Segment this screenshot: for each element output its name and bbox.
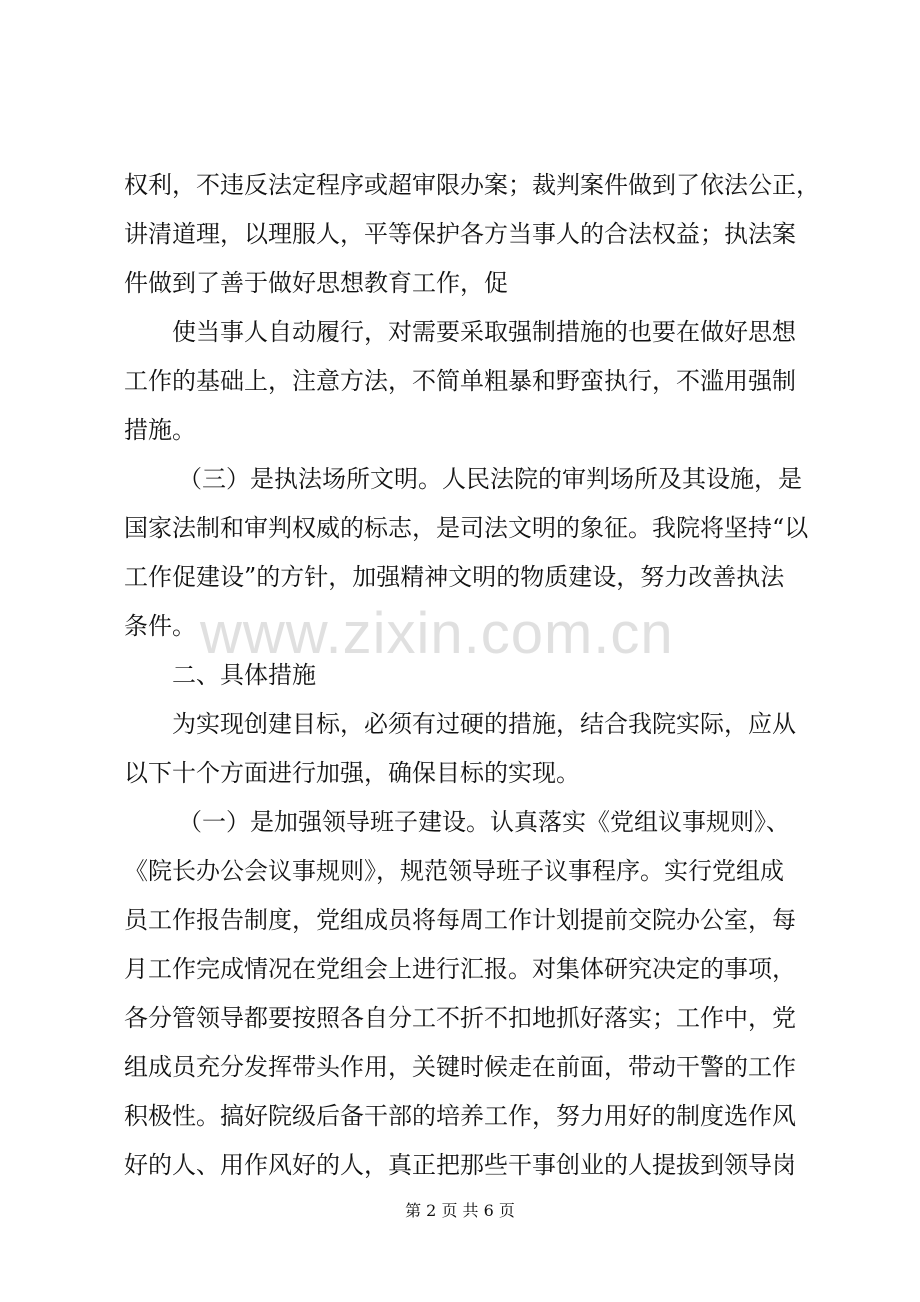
text-line: （一）是加强领导班子建设。认真落实《党组议事规则》、: [178, 808, 790, 836]
text-line: 条件。: [124, 612, 196, 640]
text-line: 以下十个方面进行加强，确保目标的实现。: [124, 759, 580, 787]
text-line: 组成员充分发挥带头作用，关键时候走在前面，带动干警的工作: [124, 1053, 796, 1081]
page-footer: 第 2 页 共 6 页: [405, 1201, 515, 1220]
text-line: 《院长办公会议事规则》，规范领导班子议事程序。实行党组成: [124, 857, 784, 885]
text-line: 月工作完成情况在党组会上进行汇报。对集体研究决定的事项，: [124, 955, 796, 983]
text-line: 员工作报告制度，党组成员将每周工作计划提前交院办公室，每: [124, 906, 796, 934]
text-line: 讲清道理，以理服人，平等保护各方当事人的合法权益；执法案: [124, 220, 796, 248]
text-line: 件做到了善于做好思想教育工作，促: [124, 269, 508, 297]
text-line: 工作的基础上，注意方法，不简单粗暴和野蛮执行，不滥用强制: [124, 367, 796, 395]
text-line: 为实现创建目标，必须有过硬的措施，结合我院实际，应从: [172, 710, 796, 738]
text-line: 使当事人自动履行，对需要采取强制措施的也要在做好思想: [172, 318, 796, 346]
watermark: www.zixin.com.cn: [200, 601, 674, 666]
section-heading: 二、具体措施: [172, 661, 316, 689]
text-line: 各分管领导都要按照各自分工不折不扣地抓好落实；工作中，党: [124, 1004, 796, 1032]
text-line: 积极性。搞好院级后备干部的培养工作，努力用好的制度选作风: [124, 1102, 796, 1130]
text-line: 国家法制和审判权威的标志，是司法文明的象征。我院将坚持“以: [124, 514, 809, 542]
text-line: 好的人、用作风好的人，真正把那些干事创业的人提拔到领导岗: [124, 1151, 796, 1179]
text-line: 措施。: [124, 416, 196, 444]
text-line: 权利，不违反法定程序或超审限办案；裁判案件做到了依法公正，: [124, 171, 820, 199]
text-line: 工作促建设”的方针，加强精神文明的物质建设，努力改善执法: [124, 563, 785, 591]
text-line: （三）是执法场所文明。人民法院的审判场所及其设施，是: [178, 465, 802, 493]
